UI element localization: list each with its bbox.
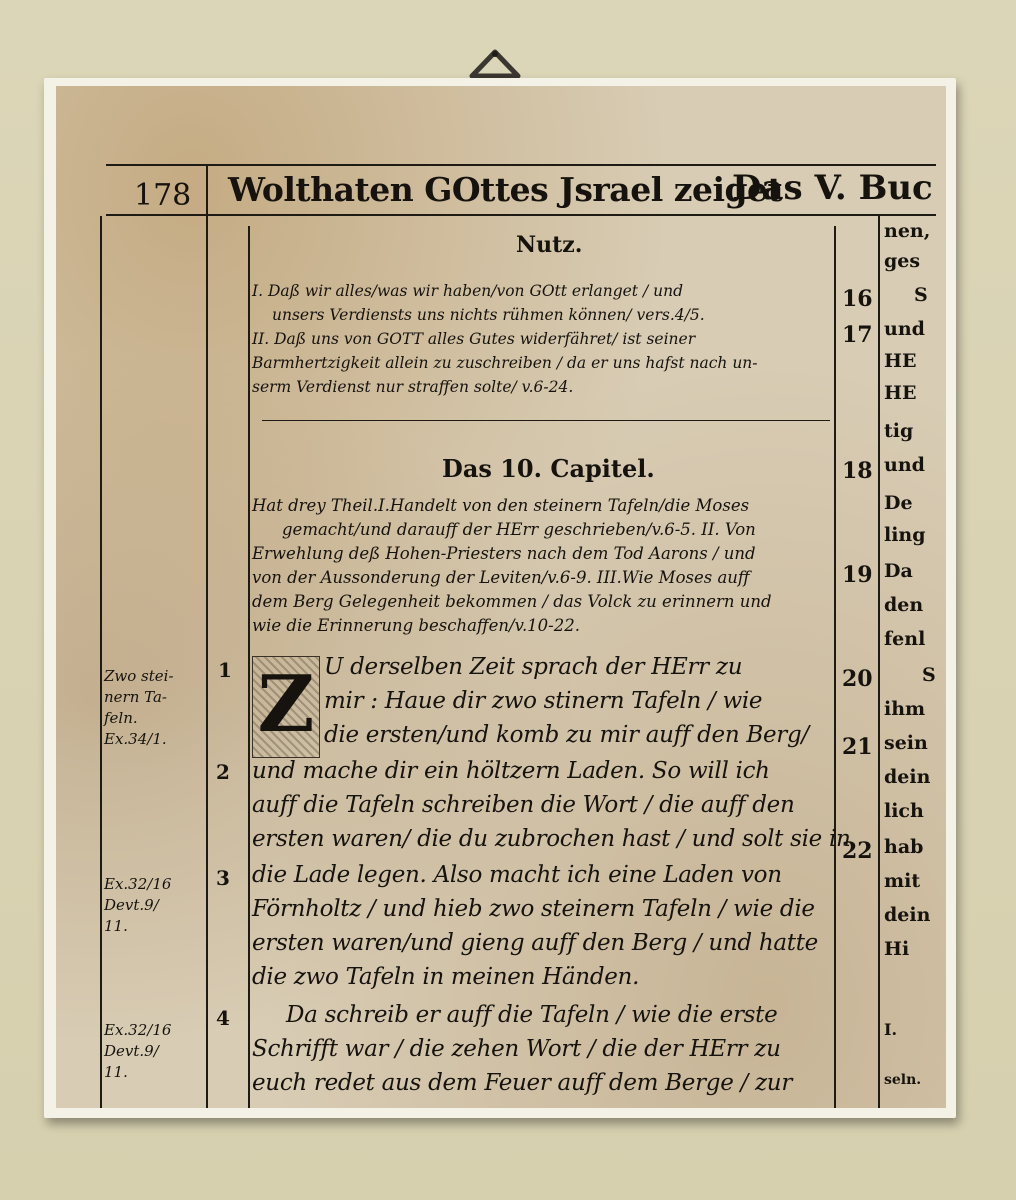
book-leaf	[56, 86, 946, 1108]
verse-number: 4	[216, 1006, 230, 1030]
margin-note: Zwo stei- nern Ta- feln. Ex.34/1.	[104, 667, 174, 748]
right-column-fragment: hab	[884, 836, 924, 858]
right-column-fragment: dein	[884, 766, 931, 788]
nutz-heading: Nutz.	[516, 232, 583, 258]
right-column-fragment: ges	[884, 250, 921, 272]
verse-text-line: euch redet aus dem Feuer auff dem Berge / zur	[252, 1070, 793, 1096]
drop-cap-initial: Z	[252, 656, 320, 758]
text-column-rule-right	[834, 226, 836, 1108]
running-title: Wolthaten GOttes Jsrael zeiget	[228, 170, 783, 209]
verse-text-line: die ersten/und komb zu mir auff den Berg/	[324, 722, 809, 748]
verse-text-line: die Lade legen. Also macht ich eine Laden von	[252, 862, 782, 888]
right-verse-number: 21	[842, 734, 873, 760]
margin-column-rule-left	[100, 216, 102, 1108]
verse-text-line: die zwo Tafeln in meinen Händen.	[252, 964, 640, 990]
nutz-line: unsers Verdiensts uns nichts rühmen können/ vers.4/5.	[272, 306, 705, 324]
right-column-fragment: den	[884, 594, 924, 616]
right-column-fragment: ling	[884, 524, 926, 546]
chapter-summary-line: wie die Erinnerung beschaffen/v.10-22.	[252, 616, 580, 635]
right-column-fragment: seln.	[884, 1072, 922, 1088]
nutz-line: I. Daß wir alles/was wir haben/von GOtt erlanget / und	[252, 282, 683, 300]
verse-text-line: Förnholtz / und hieb zwo steinern Tafeln / wie die	[252, 896, 815, 922]
verse-text-line: U derselben Zeit sprach der HErr zu	[324, 654, 743, 680]
verse-text-line: mir : Haue dir zwo stinern Tafeln / wie	[324, 688, 763, 714]
verse-text-line: Schrifft war / die zehen Wort / die der HErr zu	[252, 1036, 781, 1062]
right-column-fragment: und	[884, 454, 925, 476]
right-column-fragment: Da	[884, 560, 913, 582]
chapter-summary-line: von der Aussonderung der Leviten/v.6-9. III.Wie Moses auff	[252, 568, 750, 587]
section-rule	[262, 420, 830, 421]
verse-text-line: ersten waren/und gieng auff den Berg / und hatte	[252, 930, 818, 956]
right-column-fragment: nen,	[884, 220, 931, 242]
right-verse-number: 20	[842, 666, 873, 692]
chapter-summary-line: gemacht/und darauff der HErr geschrieben/v.6-5. II. Von	[282, 520, 756, 539]
verse-number: 1	[218, 658, 232, 682]
nutz-line: Barmhertzigkeit allein zu zuschreiben / da er uns hafst nach un-	[252, 354, 758, 372]
verse-text-line: auff die Tafeln schreiben die Wort / die auff den	[252, 792, 795, 818]
right-column-fragment: tig	[884, 420, 914, 442]
text-column-rule-left	[248, 226, 250, 1108]
right-verse-number: 18	[842, 458, 873, 484]
verse-number: 2	[216, 760, 230, 784]
margin-note: Ex.32/16 Devt.9/ 11.	[104, 1021, 172, 1081]
right-verse-number: 17	[842, 322, 873, 348]
margin-column-rule	[206, 216, 208, 1108]
right-column-fragment: sein	[884, 732, 928, 754]
margin-note: Ex.32/16 Devt.9/ 11.	[104, 875, 172, 935]
right-verse-number: 22	[842, 838, 873, 864]
verse-number: 3	[216, 866, 230, 890]
verse-text-line: und mache dir ein höltzern Laden. So will ich	[252, 758, 770, 784]
right-column-fragment: I.	[884, 1020, 898, 1039]
right-column-fragment: S	[922, 664, 936, 686]
right-column-fragment: fenl	[884, 628, 926, 650]
right-column-fragment: HE	[884, 350, 917, 372]
chapter-summary-line: Erwehlung deß Hohen-Priesters nach dem Tod Aarons / und	[252, 544, 756, 563]
right-column-fragment: dein	[884, 904, 931, 926]
right-verse-number: 19	[842, 562, 873, 588]
running-book-title: Das V. Buc	[732, 168, 933, 208]
chapter-summary-line: dem Berg Gelegenheit bekommen / das Volck zu erinnern und	[252, 592, 772, 611]
header-top-rule	[106, 164, 936, 166]
header-bottom-rule	[106, 214, 936, 216]
right-column-rule	[878, 216, 880, 1108]
right-column-fragment: mit	[884, 870, 921, 892]
right-column-fragment: HE	[884, 382, 917, 404]
right-column-fragment: und	[884, 318, 925, 340]
verse-text-line: Da schreib er auff die Tafeln / wie die erste	[286, 1002, 778, 1028]
chapter-summary-line: Hat drey Theil.I.Handelt von den steinern Tafeln/die Moses	[252, 496, 750, 515]
header-divider	[206, 164, 208, 216]
page-number: 178	[134, 178, 192, 213]
right-column-fragment: lich	[884, 800, 924, 822]
right-verse-number: 16	[842, 286, 873, 312]
right-column-fragment: ihm	[884, 698, 926, 720]
right-column-fragment: Hi	[884, 938, 910, 960]
nutz-line: II. Daß uns von GOTT alles Gutes widerfähret/ ist seiner	[252, 330, 696, 348]
verse-text-line: ersten waren/ die du zubrochen hast / und solt sie in	[252, 826, 851, 852]
right-column-fragment: S	[914, 284, 928, 306]
nutz-line: serm Verdienst nur straffen solte/ v.6-24.	[252, 378, 574, 396]
chapter-title: Das 10. Capitel.	[442, 454, 655, 483]
right-column-fragment: De	[884, 492, 913, 514]
